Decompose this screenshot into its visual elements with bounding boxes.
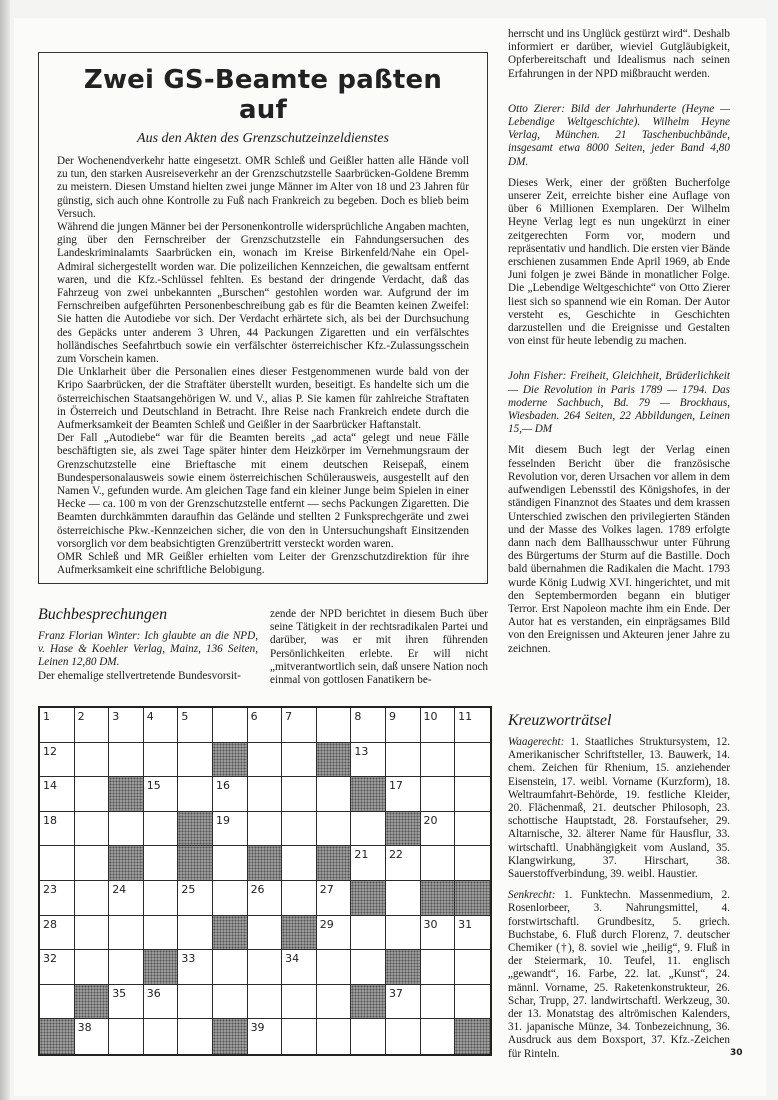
- crossword-cell[interactable]: [248, 777, 283, 812]
- crossword-cell[interactable]: [282, 881, 317, 916]
- crossword-cell[interactable]: [248, 985, 283, 1020]
- crossword-black-cell: [178, 812, 213, 847]
- crossword-cell[interactable]: [455, 846, 490, 881]
- crossword-cell[interactable]: [248, 881, 283, 916]
- crossword-cell[interactable]: [282, 708, 317, 743]
- crossword-cell[interactable]: [386, 881, 421, 916]
- crossword-black-cell: [351, 985, 386, 1020]
- crossword-black-cell: [144, 950, 179, 985]
- crossword-cell[interactable]: [178, 985, 213, 1020]
- reviews-column-left: [38, 606, 258, 683]
- crossword-cell-number: 5: [181, 710, 189, 723]
- crossword-black-cell: [109, 777, 144, 812]
- crossword-cell[interactable]: [178, 950, 213, 985]
- crossword-cell[interactable]: [109, 708, 144, 743]
- page-number: 30: [730, 1048, 743, 1058]
- crossword-cell[interactable]: [75, 708, 110, 743]
- article-paragraph: Der Wochenendverkehr hatte eingesetzt. OMR Schleß und Geißler hatten alle Hände voll zu tun, den starken Ausreiseverkehr an der Grenzschutzstelle Saarbrücken-Goldene Bremm zu meistern. Diesen Umstand hielten zwei junge Männer im Alter von 18 und 23 Jahren für günstig, sich auch ohne Kontrolle zu Fuß nach Frankreich zu begeben. Doch es blieb beim Versuch.: [57, 155, 469, 220]
- crossword-cell[interactable]: [178, 1019, 213, 1054]
- crossword-cell[interactable]: [421, 846, 456, 881]
- crossword-cell[interactable]: [75, 743, 110, 778]
- book3-text: Mit diesem Buch legt der Verlag einen fesselnden Bericht über die französische Revolution vor, deren Ursachen vor allem in dem aufwendigen Lebensstil des Königshofes, in der ständigen Finanznot des Staates und dem krassen Unterschied zwischen den privilegierten Ständen und der Masse des Volkes lagen. 1789 erfolgte dann nach dem Ballhausschwur unter Führung des Bürgertums der Sturm auf die Bastille. Doch bald übernahmen die Radikalen die Macht. 1793 wurde König Ludwig XVI. hingerichtet, und mit den Septembermorden begann ein blutiger Terror. Erst Napoleon machte ihm ein Ende. Der Autor hat es verstanden, ein einprägsames Bild von den Ereignissen und Akteuren jener Jahre zu zeichnen.: [508, 444, 730, 655]
- crossword-title: Kreuzworträtsel: [508, 712, 612, 729]
- crossword-cell[interactable]: [351, 812, 386, 847]
- crossword-cell[interactable]: [282, 846, 317, 881]
- crossword-cell[interactable]: [40, 950, 75, 985]
- crossword-cell[interactable]: [351, 916, 386, 951]
- crossword-cell[interactable]: [144, 777, 179, 812]
- crossword-cell[interactable]: [282, 812, 317, 847]
- crossword-black-cell: [386, 812, 421, 847]
- crossword-cell[interactable]: [421, 1019, 456, 1054]
- crossword-cell-number: 30: [423, 917, 438, 931]
- book1-text-part2: zende der NPD berichtet in diesem Buch über seine Tätigkeit in der rechtsradikalen Partei und darüber, was er mit ihren führenden Persönlichkeiten erlebte. Er will nicht „mitverantwortlich sein, daß unsere Nation noch einmal von gottlosen Fanatikern be-: [270, 608, 488, 687]
- crossword-black-cell: [317, 846, 352, 881]
- crossword-cell[interactable]: [178, 916, 213, 951]
- crossword-cell[interactable]: [351, 1019, 386, 1054]
- crossword-cell[interactable]: [317, 985, 352, 1020]
- crossword-cell[interactable]: [109, 916, 144, 951]
- crossword-black-cell: [351, 881, 386, 916]
- crossword-cell[interactable]: [421, 916, 456, 951]
- crossword-cell-number: 3: [112, 710, 120, 723]
- crossword-cell[interactable]: [455, 777, 490, 812]
- article-subheadline: Aus den Akten des Grenzschutzeinzeldienstes: [137, 131, 389, 146]
- crossword-cell[interactable]: [109, 1019, 144, 1054]
- article-box: [38, 52, 488, 584]
- crossword-cell[interactable]: [178, 708, 213, 743]
- crossword-cell[interactable]: [40, 846, 75, 881]
- crossword-cell-number: 36: [146, 986, 161, 1000]
- crossword-cell[interactable]: [317, 708, 352, 743]
- crossword-cell-number: 39: [250, 1021, 265, 1035]
- crossword-cell[interactable]: [75, 950, 110, 985]
- down-clues-text: 1. Funktechn. Massenmedium, 2. Rosenlorbeer, 3. Nahrungsmittel, 4. forstwirtschaftl. Grundbesitz, 5. griech. Buchstabe, 6. Fluß durch Florenz, 7. deutscher Chemiker (†), 8. soviel wie „heilig“, 9. Fluß in der Steiermark, 10. Teufel, 11. englisch „gewandt“, 16. Farbe, 22. lat. „Kunst“, 24. männl. Vorname, 25. Raketenkonstrukteur, 26. Schar, Trupp, 27. landwirtschaftl. Werkzeug, 30. der 13. Monatstag des altrömischen Kalenders, 31. japanische Münze, 34. Tonbezeichnung, 36. Ausdruck aus dem Boxsport, 37. Kfz.-Zeichen für Rinteln.: [508, 889, 730, 1060]
- article-paragraph: Während die jungen Männer bei der Personenkontrolle widersprüchliche Angaben machten, ging über den Fernschreiber der Grenzschutzstelle ein Fahndungsersuchen des Landeskriminalamts Saarbrücken ein, wonach im Kreise Birkenfeld/Nahe ein Opel-Admiral sichergestellt worden war. Die polizeilichen Kennzeichen, die gewaltsam entfernt waren, und die Kfz.-Schlüssel fehlten. Es bestand der dringende Verdacht, daß das Fahrzeug von zwei unbekannten „Burschen“ gestohlen worden war. Aufgrund der im Fernschreiben aufgeführten Personenbeschreibung gab es für die Beamten keinen Zweifel: Sie hatten die Autodiebe vor sich. Der Verdacht erhärtete sich, als bei der Durchsuchung des Gepäcks unter anderem 3 Uhren, 44 Packungen Zigaretten und ein verfälschtes holländisches Seefahrtbuch sowie ein verfälschter österreichischer Kfz.-Zulassungsschein zum Vorschein kamen.: [57, 221, 469, 366]
- crossword-cell[interactable]: [178, 777, 213, 812]
- crossword-cell[interactable]: [317, 812, 352, 847]
- reviews-column-middle: [270, 608, 488, 687]
- crossword-cell[interactable]: [248, 916, 283, 951]
- book1-reference: Franz Florian Winter: Ich glaubte an die NPD, v. Hase & Koehler Verlag, Mainz, 136 Seiten, Leinen 12,80 DM.: [38, 630, 258, 669]
- crossword-cell[interactable]: [317, 777, 352, 812]
- down-clues: [508, 889, 730, 1061]
- crossword-cell[interactable]: [282, 1019, 317, 1054]
- crossword-cell[interactable]: [75, 1019, 110, 1054]
- crossword-cell-number: 22: [388, 848, 403, 862]
- crossword-cell[interactable]: [109, 812, 144, 847]
- crossword-cell-number: 37: [388, 986, 403, 1000]
- crossword-cell[interactable]: [109, 985, 144, 1020]
- crossword-cell-number: 32: [43, 952, 57, 966]
- crossword-cell[interactable]: [40, 881, 75, 916]
- crossword-cell[interactable]: [386, 916, 421, 951]
- crossword-cell-number: 24: [112, 882, 127, 896]
- crossword-cell-number: 7: [285, 710, 293, 723]
- crossword-cell-number: 18: [43, 813, 57, 827]
- crossword-cell[interactable]: [144, 846, 179, 881]
- crossword-cell-number: 4: [146, 710, 154, 723]
- crossword-cell[interactable]: [75, 881, 110, 916]
- book1-text-part1: Der ehemalige stellvertretende Bundesvorsit-: [38, 669, 241, 682]
- article-body: [57, 155, 469, 578]
- article-paragraph: OMR Schleß und MR Geißler erhielten vom Leiter der Grenzschutzdirektion für ihre Aufmerksamkeit eine schriftliche Belobigung.: [57, 551, 469, 577]
- crossword-cell[interactable]: [213, 777, 248, 812]
- crossword-cell[interactable]: [144, 708, 179, 743]
- crossword-cell[interactable]: [421, 708, 456, 743]
- crossword-cell-number: 16: [215, 779, 230, 793]
- crossword-cell-number: 2: [77, 710, 85, 723]
- crossword-cell[interactable]: [248, 812, 283, 847]
- crossword-cell-number: 25: [181, 882, 196, 896]
- crossword-cell[interactable]: [75, 916, 110, 951]
- crossword-cell[interactable]: [386, 985, 421, 1020]
- crossword-cell[interactable]: [144, 881, 179, 916]
- crossword-cell[interactable]: [455, 950, 490, 985]
- crossword-cell[interactable]: [40, 812, 75, 847]
- crossword-black-cell: [421, 881, 456, 916]
- crossword-cell[interactable]: [248, 950, 283, 985]
- crossword-black-cell: [75, 985, 110, 1020]
- article-paragraph: Die Unklarheit über die Personalien eines dieser Festgenommenen wurde bald von der Kripo Saarbrücken, der die Straftäter überstellt wurden, beseitigt. Es handelte sich um die österreichischen Staatsangehörigen W. und V., alias P. Sie kamen für zahlreiche Straftaten in Österreich und Deutschland in Betracht. Ihre Reise nach Frankreich endete durch die Aufmerksamkeit der Beamten Schleß und Geißler in der Saarbrücker Haftanstalt.: [57, 366, 469, 432]
- crossword-cell[interactable]: [40, 743, 75, 778]
- crossword-black-cell: [386, 950, 421, 985]
- crossword-cell-number: 14: [43, 779, 57, 793]
- page-binding-edge: [0, 0, 10, 1100]
- crossword-cell[interactable]: [144, 916, 179, 951]
- crossword-cell[interactable]: [75, 846, 110, 881]
- crossword-cell[interactable]: [455, 743, 490, 778]
- crossword-black-cell: [455, 881, 490, 916]
- crossword-cell[interactable]: [75, 812, 110, 847]
- across-label: Waagerecht:: [508, 736, 565, 748]
- crossword-cell[interactable]: [213, 708, 248, 743]
- crossword-black-cell: [109, 846, 144, 881]
- crossword-black-cell: [248, 846, 283, 881]
- crossword-cell[interactable]: [351, 846, 386, 881]
- book1-text-part3: herrscht und ins Unglück gestürzt wird“. Deshalb informiert er darüber, wieviel Gutgläubigkeit, Opferbereitschaft und Idealismus nach seinen Erfahrungen in der NPD mißbraucht werden.: [508, 28, 730, 80]
- crossword-cell-number: 29: [319, 917, 334, 931]
- crossword-cell-number: 27: [319, 882, 334, 896]
- across-clues-text: 1. Staatliches Struktursystem, 12. Amerikanischer Schriftsteller, 13. Bauwerk, 14. chem. Zeichen für Rhenium, 15. anziehender Eisenstein, 17. weibl. Vorname (Kurzform), 18. Weltraumfahrt-Behörde, 19. festliche Kleider, 20. Flächenmaß, 21. deutscher Philosoph, 23. schottische Hauptstadt, 28. Forstaufseher, 29. Altarnische, 32. älterer Name für Hausflur, 33. wirtschaftl. Unabhängigkeit vom Ausland, 35. Klangwirkung, 37. Hirschart, 38. Sauerstoffverbindung, 39. weibl. Haustier.: [508, 736, 731, 881]
- crossword-cell-number: 23: [43, 882, 57, 896]
- crossword-black-cell: [178, 846, 213, 881]
- crossword-cell[interactable]: [421, 985, 456, 1020]
- crossword-cell[interactable]: [40, 985, 75, 1020]
- crossword-cell-number: 26: [250, 882, 265, 896]
- crossword-cell[interactable]: [144, 743, 179, 778]
- crossword-cell[interactable]: [386, 1019, 421, 1054]
- crossword-cell[interactable]: [386, 743, 421, 778]
- crossword-cell-number: 9: [388, 710, 396, 723]
- crossword-cell[interactable]: [109, 743, 144, 778]
- crossword-cell[interactable]: [317, 950, 352, 985]
- crossword-cell-number: 28: [43, 917, 57, 931]
- crossword-cell[interactable]: [351, 743, 386, 778]
- crossword-cell[interactable]: [455, 985, 490, 1020]
- crossword-black-cell: [40, 1019, 75, 1054]
- crossword-cell-number: 20: [423, 813, 438, 827]
- down-label: Senkrecht:: [508, 889, 556, 902]
- crossword-cell[interactable]: [248, 743, 283, 778]
- crossword-black-cell: [455, 1019, 490, 1054]
- crossword-cell[interactable]: [317, 916, 352, 951]
- crossword-cell-number: 21: [354, 848, 369, 862]
- crossword-cell[interactable]: [282, 950, 317, 985]
- crossword-cell-number: 19: [215, 813, 230, 827]
- book2-reference: Otto Zierer: Bild der Jahrhunderte (Heyne — Lebendige Weltgeschichte). Wilhelm Heyne Verlag, München. 21 Taschenbuchbände, insgesamt etwa 8000 Seiten, jeder Band 4,80 DM.: [508, 102, 730, 168]
- across-clues: [508, 736, 730, 881]
- crossword-cell[interactable]: [109, 950, 144, 985]
- crossword-cell-number: 34: [285, 952, 300, 966]
- crossword-cell[interactable]: [178, 743, 213, 778]
- book3-reference: John Fisher: Freiheit, Gleichheit, Brüderlichkeit — Die Revolution in Paris 1789 — 1794. Das moderne Sachbuch, Bd. 79 — Brockhaus, Wiesbaden. 264 Seiten, 22 Abbildungen, Leinen 15,— DM: [508, 370, 730, 436]
- crossword-cell[interactable]: [40, 916, 75, 951]
- crossword-cell[interactable]: [40, 777, 75, 812]
- crossword-clues: [508, 712, 730, 1061]
- article-headline: Zwei GS-Beamte paßten auf: [83, 65, 443, 125]
- crossword-cell[interactable]: [421, 950, 456, 985]
- crossword-cell-number: 8: [354, 710, 362, 723]
- crossword-black-cell: [213, 1019, 248, 1054]
- crossword-cell[interactable]: [213, 950, 248, 985]
- crossword-cell[interactable]: [386, 777, 421, 812]
- crossword-cell[interactable]: [317, 881, 352, 916]
- reviews-column-right: [508, 28, 730, 656]
- crossword-cell[interactable]: [213, 881, 248, 916]
- crossword-cell[interactable]: [421, 777, 456, 812]
- crossword-cell[interactable]: [109, 881, 144, 916]
- book2-text: Dieses Werk, einer der größten Bucherfolge unserer Zeit, erreichte bisher eine Auflage von über 6 Millionen Exemplaren. Der Wilhelm Heyne Verlag legt es nun ungekürzt in einer zeitgerechten Form vor, modern und repräsentativ und handlich. Die ersten vier Bände erschienen zusammen Ende April 1969, ab Ende Juni folgen je zwei Bände in monatlicher Folge. Die „Lebendige Weltgeschichte“ von Otto Zierer liest sich so spannend wie ein Roman. Der Autor versteht es, Geschichte in Geschichten darzustellen und die Ereignisse und Gestalten von einst für heute lebendig zu machen.: [508, 176, 730, 348]
- crossword-cell[interactable]: [248, 1019, 283, 1054]
- crossword-cell[interactable]: [386, 846, 421, 881]
- crossword-cell[interactable]: [351, 950, 386, 985]
- article-paragraph: Der Fall „Autodiebe“ war für die Beamten bereits „ad acta“ gelegt und neue Fälle beschäftigten sie, als zwei Tage später hinter dem Heizkörper im Vernehmungsraum der Grenzschutzstelle eine Brieftasche mit einem deutschen Reisepaß, einem Bundespersonalausweis sowie einem österreichischen Schülerausweis, ausgestellt auf den Namen V., gefunden wurde. Am gleichen Tage fand ein kleiner Junge beim Spielen in einer Hecke — ca. 100 m von der Grenzschutzstelle entfernt — sechs Packungen Zigaretten. Die Beamten durchkämmten daraufhin das Gelände und stellten 2 Funksprechgeräte und zwei österreichische Pkw.-Kennzeichen sicher, die von den in Untersuchungshaft Einsitzenden vorsorglich vor dem beabsichtigten Grenzübertritt versteckt worden waren.: [57, 432, 469, 550]
- crossword-cell[interactable]: [455, 708, 490, 743]
- crossword-cell[interactable]: [144, 1019, 179, 1054]
- crossword-cell[interactable]: [144, 812, 179, 847]
- crossword-cell-number: 1: [43, 710, 50, 723]
- crossword-black-cell: [351, 777, 386, 812]
- crossword-cell-number: 15: [146, 779, 161, 793]
- crossword-cell[interactable]: [386, 708, 421, 743]
- crossword-cell-number: 12: [43, 744, 57, 758]
- crossword-cell[interactable]: [40, 708, 75, 743]
- crossword-cell-number: 17: [388, 779, 403, 793]
- crossword-black-cell: [213, 743, 248, 778]
- crossword-cell[interactable]: [213, 985, 248, 1020]
- crossword-cell-number: 13: [354, 744, 369, 758]
- crossword-cell-number: 6: [250, 710, 258, 723]
- crossword-cell-number: 11: [458, 710, 473, 723]
- crossword-cell[interactable]: [421, 743, 456, 778]
- crossword-cell[interactable]: [213, 846, 248, 881]
- crossword-cell-number: 31: [458, 917, 473, 931]
- crossword-black-cell: [317, 743, 352, 778]
- crossword-cell[interactable]: [455, 812, 490, 847]
- crossword-grid: [38, 706, 492, 1056]
- crossword-cell[interactable]: [75, 777, 110, 812]
- crossword-cell[interactable]: [248, 708, 283, 743]
- crossword-cell[interactable]: [351, 708, 386, 743]
- crossword-cell-number: 33: [181, 952, 196, 966]
- crossword-cell[interactable]: [282, 743, 317, 778]
- crossword-cell[interactable]: [455, 916, 490, 951]
- crossword-cell[interactable]: [213, 812, 248, 847]
- crossword-cell-number: 10: [423, 710, 438, 723]
- crossword-cell[interactable]: [282, 985, 317, 1020]
- crossword-cell[interactable]: [421, 812, 456, 847]
- crossword-cell-number: 35: [112, 986, 127, 1000]
- reviews-section-title: Buchbesprechungen: [38, 606, 168, 623]
- crossword-black-cell: [213, 916, 248, 951]
- crossword-cell[interactable]: [317, 1019, 352, 1054]
- crossword-black-cell: [282, 916, 317, 951]
- crossword-cell[interactable]: [282, 777, 317, 812]
- crossword-cell[interactable]: [178, 881, 213, 916]
- crossword-cell-number: 38: [77, 1021, 92, 1035]
- crossword-cell[interactable]: [144, 985, 179, 1020]
